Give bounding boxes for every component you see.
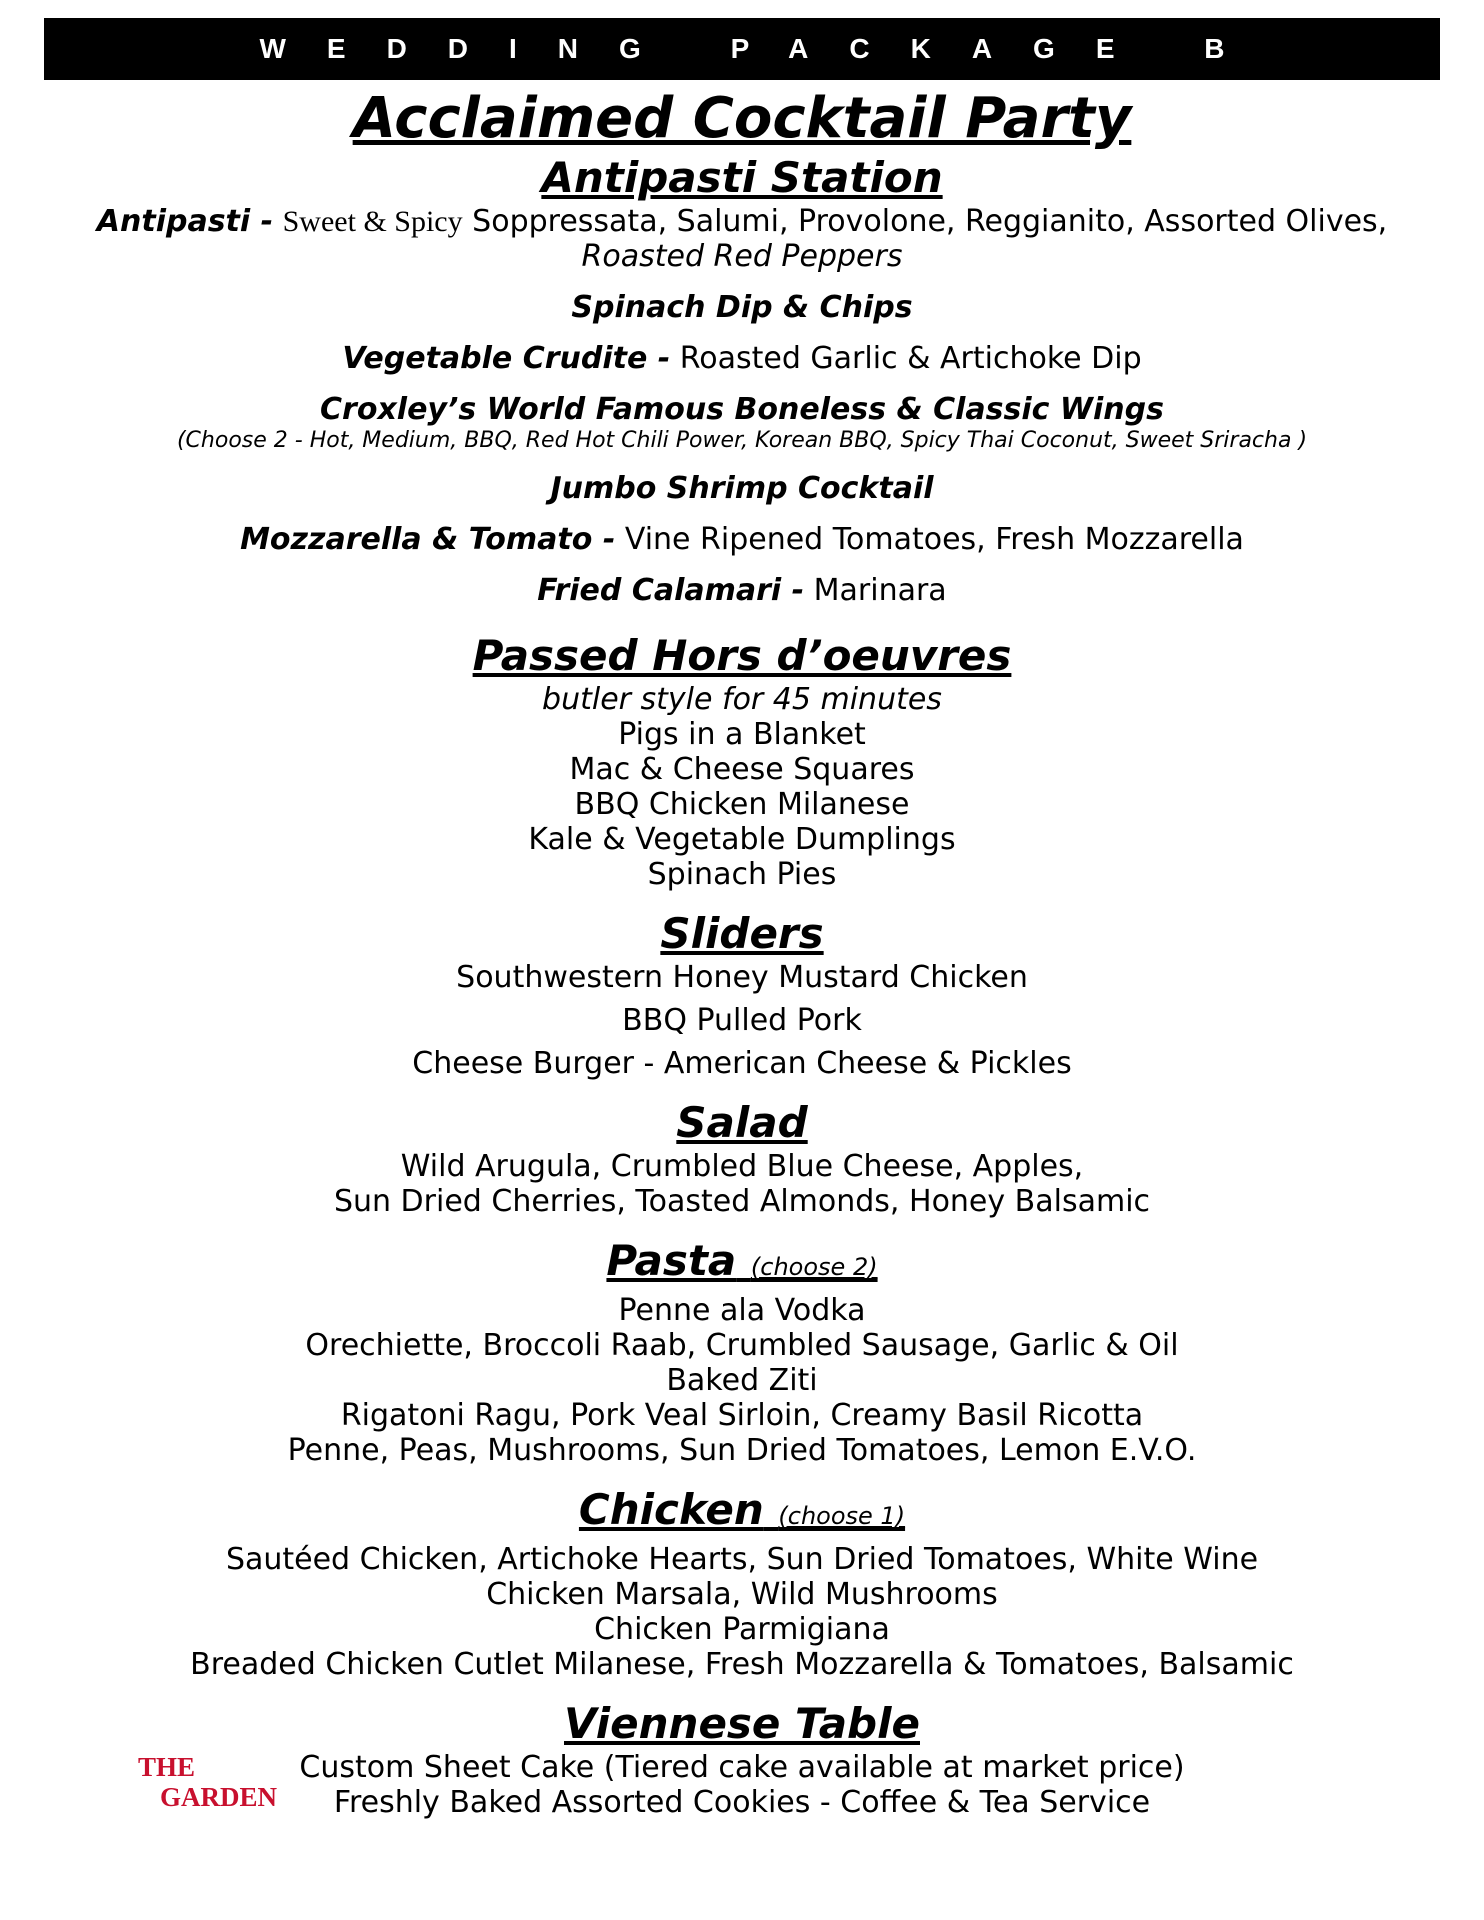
passed-item: Pigs in a Blanket (618, 717, 866, 752)
passed-item: Kale & Vegetable Dumplings (528, 822, 956, 857)
crudite-item (0, 341, 1484, 376)
pasta-item: Penne ala Vodka (618, 1293, 866, 1328)
viennese-item: Freshly Baked Assorted Cookies - Coffee & Tea Service (333, 1785, 1151, 1820)
viennese-title: Viennese Table (564, 1699, 920, 1748)
page-title: Acclaimed Cocktail Party (352, 86, 1132, 151)
chicken-item: Sautéed Chicken, Artichoke Hearts, Sun Dried Tomatoes, White Wine (225, 1542, 1259, 1577)
antipasti-label: Antipasti - (96, 204, 274, 239)
pasta-item: Baked Ziti (666, 1363, 818, 1398)
mozzarella-label: Mozzarella & Tomato - (240, 522, 616, 557)
salad-title: Salad (676, 1098, 808, 1147)
crudite-desc: Roasted Garlic & Artichoke Dip (679, 341, 1142, 376)
antipasti-station-title: Antipasti Station (541, 153, 943, 202)
logo-line-2: GARDEN (160, 1782, 278, 1812)
crudite-label: Vegetable Crudite - (342, 341, 671, 376)
shrimp-item: Jumbo Shrimp Cocktail (550, 471, 934, 506)
slider-item: BBQ Pulled Pork (622, 1003, 862, 1038)
calamari-desc: Marinara (813, 573, 947, 608)
wings-item: Croxley’s World Famous Boneless & Classic Wings (320, 392, 1164, 427)
chicken-item: Chicken Marsala, Wild Mushrooms (486, 1577, 998, 1612)
passed-subtitle: butler style for 45 minutes (542, 682, 942, 717)
antipasti-desc-line2: Roasted Red Peppers (581, 239, 903, 274)
wings-note: (Choose 2 - Hot, Medium, BBQ, Red Hot Chili Power, Korean BBQ, Spicy Thai Coconut, Sweet Sriracha ) (176, 428, 1308, 453)
sliders-title: Sliders (660, 909, 824, 958)
slider-item: Southwestern Honey Mustard Chicken (456, 960, 1028, 995)
pasta-item: Penne, Peas, Mushrooms, Sun Dried Tomatoes, Lemon E.V.O. (287, 1433, 1197, 1468)
menu-content (0, 86, 1484, 1820)
calamari-item (0, 573, 1484, 608)
passed-item: BBQ Chicken Milanese (574, 787, 910, 822)
mozzarella-item (0, 522, 1484, 557)
chicken-item: Breaded Chicken Cutlet Milanese, Fresh Mozzarella & Tomatoes, Balsamic (190, 1647, 1294, 1682)
pasta-note: (choose 2) (750, 1253, 878, 1281)
antipasti-item (0, 204, 1484, 239)
chicken-title: Chicken (578, 1485, 764, 1534)
package-banner-text: WEDDING PACKAGE B (259, 33, 1266, 64)
pasta-item: Orechiette, Broccoli Raab, Crumbled Sausage, Garlic & Oil (305, 1328, 1179, 1363)
salad-line: Wild Arugula, Crumbled Blue Cheese, Apples, (400, 1149, 1084, 1184)
pasta-heading (0, 1235, 1484, 1293)
package-banner (44, 18, 1440, 80)
chicken-heading (0, 1484, 1484, 1542)
antipasti-desc-serif: Sweet & Spicy (282, 205, 463, 238)
pasta-title: Pasta (606, 1236, 737, 1285)
antipasti-desc: Soppressata, Salumi, Provolone, Reggianito, Assorted Olives, (472, 204, 1388, 239)
viennese-item: Custom Sheet Cake (Tiered cake available at market price) (299, 1750, 1185, 1785)
spinach-dip-item: Spinach Dip & Chips (571, 290, 913, 325)
calamari-label: Fried Calamari - (537, 573, 805, 608)
chicken-item: Chicken Parmigiana (594, 1612, 890, 1647)
slider-item: Cheese Burger - American Cheese & Pickles (412, 1046, 1072, 1081)
passed-title: Passed Hors d’oeuvres (472, 631, 1012, 680)
salad-line: Sun Dried Cherries, Toasted Almonds, Honey Balsamic (333, 1184, 1151, 1219)
chicken-note: (choose 1) (778, 1502, 906, 1530)
logo-line-1: THE (138, 1752, 196, 1782)
the-garden-logo (138, 1752, 277, 1812)
pasta-item: Rigatoni Ragu, Pork Veal Sirloin, Creamy Basil Ricotta (340, 1398, 1144, 1433)
passed-item: Spinach Pies (647, 857, 837, 892)
passed-item: Mac & Cheese Squares (569, 752, 915, 787)
mozzarella-desc: Vine Ripened Tomatoes, Fresh Mozzarella (624, 522, 1244, 557)
